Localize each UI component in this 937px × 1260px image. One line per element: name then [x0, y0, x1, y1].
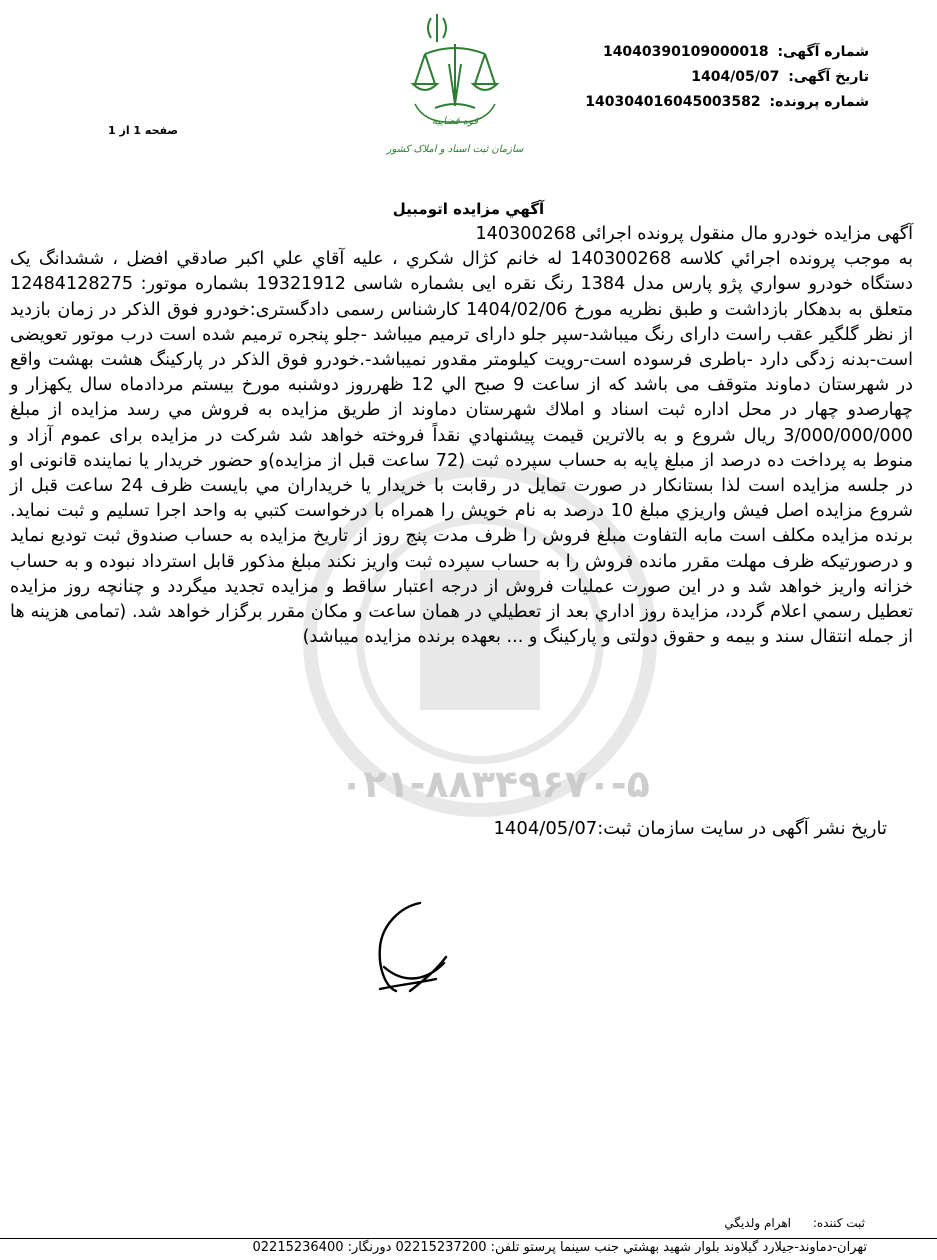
judiciary-emblem-logo — [375, 4, 545, 164]
ad-date: 1404/05/07 — [691, 69, 780, 85]
ad-number: 14040390109000018 — [602, 44, 769, 60]
registrar-line — [724, 1216, 865, 1230]
watermark-phone: ۰۲۱-۸۸۳۴۹۶۷۰-۵ — [340, 762, 650, 806]
footer-address: تهران-دماوند-جيلارد گيلاوند بلوار شهيد بهشتي جنب سينما پرستو تلفن: 02215237200 دورنگار: 02215236400 — [252, 1240, 867, 1255]
file-number-row — [585, 90, 869, 115]
svg-text:سازمان ثبت اسناد و املاک کشور: سازمان ثبت اسناد و املاک کشور — [386, 144, 524, 155]
file-number: 14030401604500358​2 — [585, 94, 761, 110]
publication-date-line — [493, 818, 887, 839]
ad-date-label: تاریخ آگهی: — [788, 69, 869, 85]
svg-text:قوه قضاییه: قوه قضاییه — [431, 116, 479, 127]
file-number-label: شماره پرونده: — [769, 94, 869, 110]
publication-date: 1404/05/07 — [493, 818, 598, 839]
notice-heading-line: آگهی مزایده خودرو مال منقول پرونده اجرائی 140300268 — [475, 224, 913, 244]
footer-divider — [0, 1238, 937, 1239]
page-number: صفحه 1 از 1 — [108, 124, 179, 137]
publication-date-label: تاریخ نشر آگهی در سایت سازمان ثبت: — [597, 818, 887, 839]
registrar-name: اهرام ولديگي — [724, 1216, 792, 1230]
notice-paragraph: به موجب پرونده اجرائي كلاسه 140300268 له خانم كژال شكري ، علیه آقاي علي اكبر صادقي افضل ، ششدانگ یک دستگاه خودرو سواري پژو پارس مدل 1384 رنگ نقره ایی بشماره شاسی 19321912 بشماره موتور: 12484128275 متعلق به بدهکار بازداشت و طبق نظریه مورخ 1404/02/06 کارشناس رسمی دادگستری:خودرو فوق الذکر در زمان بازدید از نظر گلگیر عقب راست دارای رنگ میباشد-سپر جلو دارای ترمیم میباشد -جلو پنجره ترمیم شده است درب موتور تعویضی است-بدنه زدگی دارد -باطری فرسوده است-رویت کیلومتر مقدور نمیباشد-.خودرو فوق الذکر در پارکینگ هشت بهشت واقع در شهرستان دماوند متوقف می باشد که از ساعت 9 صبح الي 12 ظهرروز دوشنبه مورخ بیستم مردادماه سال یکهزار و چهارصدو چهار در محل اداره ثبت اسناد و املاك شهرستان دماوند از طريق مزايده به فروش مي رسد مزايده از مبلغ 3/000/000/000 ريال شروع و به بالاترين قيمت پيشنهادي نقداً فروخته خواهد شد شركت در مزایده برای عموم آزاد و منوط به پرداخت ده درصد از مبلغ پایه به حساب سپرده ثبت (72 ساعت قبل از مزایده)و حضور خریدار یا نماینده قانونی او در جلسه مزایده است لذا بستانکار در صورت تمایل در رقابت با خريدار يا خريداران مي بايست ظرف 24 ساعت قبل از شروع مزايده اصل فيش واريزي مبلغ 10 درصد به نام خويش را همراه با درخواست كتبي به واحد اجرا تسليم و ثبت نمايد. برنده مزايده مكلف است مابه التفاوت مبلغ فروش را ظرف مدت پنج روز از تاريخ مزايده به حساب صندوق ثبت توديع نمايد و درصورتيكه ظرف مهلت مقرر مانده فروش را به حساب سپرده ثبت واريز نكند مبلغ مذكور قابل استرداد نبوده و به حساب خزانه واريز خواهد شد و در اين صورت عمليات فروش از درجه اعتبار ساقط و مزايده تجديد ميگردد و چنانچه روز مزايده تعطيل رسمي اعلام گردد، مزايدة روز اداري بعد از تعطيلي در همان ساعت و مكان مقرر برگزار خواهد شد. (تمامی هزینه ها از جمله انتقال سند و بیمه و حقوق دولتی و پارکینگ و ... بعهده برنده مزایده میباشد) — [10, 249, 913, 648]
ad-meta — [585, 40, 869, 115]
notice-body — [10, 222, 913, 650]
ad-date-row — [585, 65, 869, 90]
page-title: آگهي مزایده اتومبیل — [392, 200, 545, 218]
registrar-label: ثبت كننده: — [812, 1216, 865, 1230]
ad-number-row — [585, 40, 869, 65]
signature-icon — [370, 895, 460, 1000]
ad-number-label: شماره آگهی: — [777, 44, 869, 60]
